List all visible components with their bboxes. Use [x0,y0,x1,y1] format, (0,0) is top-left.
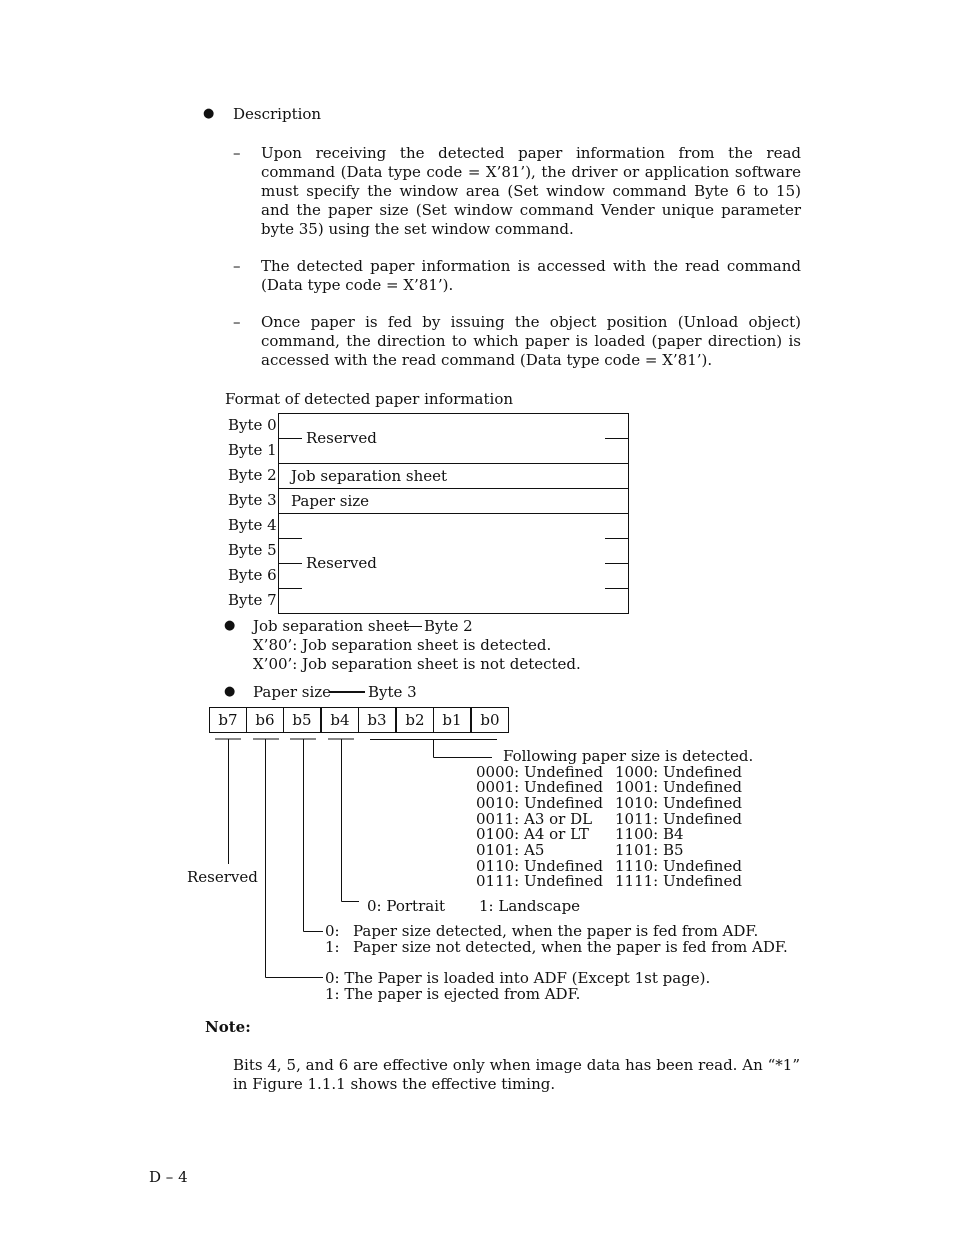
bit-cell: b2 [396,707,434,733]
size-code: 1111: Undefined [615,872,742,890]
bit-cell: b7 [209,707,247,733]
note-heading: Note: [205,1018,251,1036]
format-title: Format of detected paper information [225,390,514,408]
bit-cell: b5 [283,707,321,733]
reserved-top-label: Reserved [306,429,377,447]
size-code: 1100: B4 [615,825,684,843]
job-separation-row: Job separation sheet [291,467,448,485]
size-code: 0000: Undefined [476,763,603,781]
byte-label: Byte 3 [228,491,277,509]
size-code: 0011: A3 or DL [476,810,593,828]
orientation-landscape: 1: Landscape [479,897,581,915]
paper-size-row: Paper size [291,492,370,510]
byte-label: Byte 5 [228,541,277,559]
byte-label: Byte 6 [228,566,277,584]
note-text: Bits 4, 5, and 6 are effective only when image data has been read. An “*1” in Figure 1.1.1 shows the effective timing. [233,1056,800,1093]
bit-cell: b1 [433,707,471,733]
job-separation-heading: Job separation sheet [253,617,410,635]
adf-detect-code: 0: [325,922,340,940]
adf-detect-code: 1: [325,938,340,956]
size-code: 0101: A5 [476,841,545,859]
paper-size-header: Following paper size is detected. [503,747,754,765]
adf-load-value: 0: The Paper is loaded into ADF (Except 1st page). [325,969,711,987]
bit-cell: b6 [246,707,284,733]
adf-load-value: 1: The paper is ejected from ADF. [325,985,581,1003]
description-heading: Description [233,105,322,123]
size-code: 0100: A4 or LT [476,825,589,843]
byte-label: Byte 2 [228,466,277,484]
reserved-bit-label: Reserved [187,868,258,886]
size-code: 0111: Undefined [476,872,603,890]
size-code: 0010: Undefined [476,794,603,812]
size-code: 0001: Undefined [476,778,603,796]
dash: – [233,313,241,331]
byte-label: Byte 1 [228,441,277,459]
reserved-bottom-label: Reserved [306,554,377,572]
byte-label: Byte 4 [228,516,277,534]
bit-cell: b4 [321,707,359,733]
bit-cell: b0 [471,707,509,733]
page-number: D – 4 [149,1168,188,1186]
size-code: 1000: Undefined [615,763,742,781]
description-item-3: Once paper is fed by issuing the object position (Unload object) command, the direction to which paper is loaded (paper direction) is accessed with the read command (Data type code = X’81’). [261,313,801,369]
size-code: 1011: Undefined [615,810,742,828]
job-separation-byte: Byte 2 [424,617,473,635]
dash: – [233,144,241,162]
job-separation-value: X’00’: Job separation sheet is not detected. [253,655,581,673]
size-code: 1001: Undefined [615,778,742,796]
description-item-2: The detected paper information is accessed with the read command (Data type code = X’81’). [261,257,801,294]
adf-detect-text: Paper size detected, when the paper is fed from ADF. [353,922,759,940]
size-code: 1110: Undefined [615,857,742,875]
orientation-portrait: 0: Portrait [367,897,446,915]
bit-cell: b3 [358,707,396,733]
adf-detect-text: Paper size not detected, when the paper is fed from ADF. [353,938,788,956]
paper-size-heading: Paper size [253,683,332,701]
description-item-1: Upon receiving the detected paper information from the read command (Data type code = X’81’), the driver or application software must specify the window area (Set window command Byte 6 to 15) and the paper size (Set window command Vender unique parameter byte 35) using the set window command. [261,144,801,238]
dash: – [233,257,241,275]
size-code: 0110: Undefined [476,857,603,875]
size-code: 1010: Undefined [615,794,742,812]
paper-size-byte: Byte 3 [368,683,417,701]
byte-label: Byte 7 [228,591,277,609]
byte-label: Byte 0 [228,416,277,434]
size-code: 1101: B5 [615,841,684,859]
job-separation-value: X’80’: Job separation sheet is detected. [253,636,552,654]
